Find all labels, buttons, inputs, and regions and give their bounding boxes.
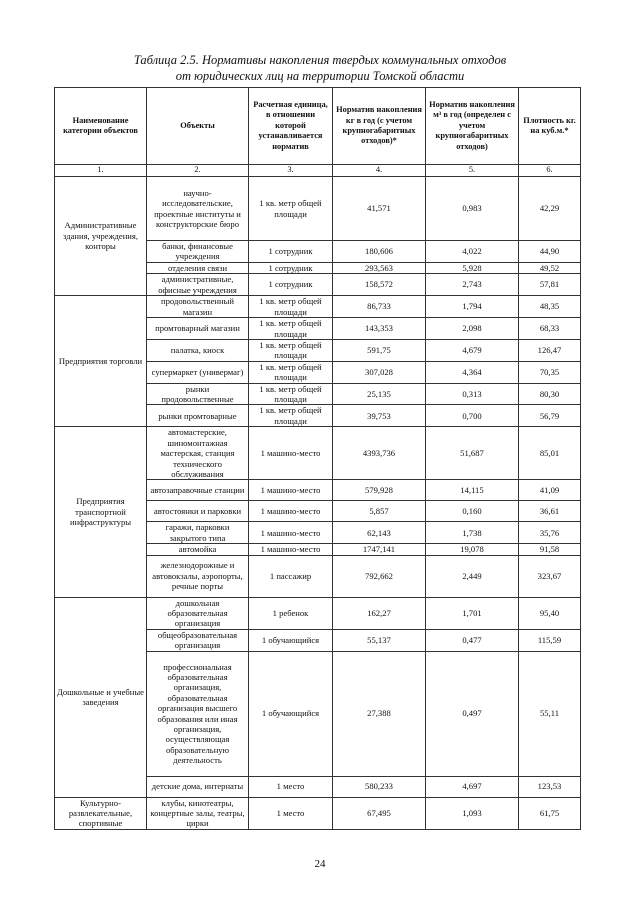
m3-cell: 1,738 (426, 522, 519, 544)
m3-cell: 19,078 (426, 544, 519, 555)
kg-cell: 579,928 (333, 480, 426, 501)
object-cell: автостоянки и парковки (147, 501, 249, 522)
density-cell: 85,01 (519, 427, 581, 480)
object-cell: автомойка (147, 544, 249, 555)
m3-cell: 2,743 (426, 274, 519, 296)
object-cell: автозаправочные станции (147, 480, 249, 501)
kg-cell: 25,135 (333, 383, 426, 405)
density-cell: 70,35 (519, 361, 581, 383)
caption-line-2: от юридических лиц на территории Томской области (175, 69, 465, 83)
header-number: 6. (519, 165, 581, 177)
density-cell: 323,67 (519, 555, 581, 597)
unit-cell: 1 обучающийся (249, 651, 333, 776)
page-number: 24 (314, 858, 326, 870)
header-number: 4. (333, 165, 426, 177)
unit-cell: 1 машино-место (249, 544, 333, 555)
header-category: Наименование категории объектов (55, 88, 147, 165)
header-number: 1. (55, 165, 147, 177)
table-row (55, 797, 581, 829)
caption-line-1: Таблица 2.5. Нормативы накопления твердых коммунальных отходов (133, 53, 507, 67)
kg-cell: 5,857 (333, 501, 426, 522)
kg-cell: 162,27 (333, 597, 426, 629)
density-cell: 91,58 (519, 544, 581, 555)
m3-cell: 14,115 (426, 480, 519, 501)
kg-cell: 307,028 (333, 361, 426, 383)
m3-cell: 0,497 (426, 651, 519, 776)
object-cell: промтоварный магазин (147, 318, 249, 340)
kg-cell: 293,563 (333, 262, 426, 273)
kg-cell: 792,662 (333, 555, 426, 597)
density-cell: 55,11 (519, 651, 581, 776)
unit-cell: 1 сотрудник (249, 274, 333, 296)
density-cell: 68,33 (519, 318, 581, 340)
unit-cell: 1 обучающийся (249, 629, 333, 651)
object-cell: автомастерские, шиномонтажная мастерская, станция технического обслуживания (147, 427, 249, 480)
object-cell: профессиональная образовательная организация, образовательная организация высшего образования или иная организация, осуществляющая образовательную деятельность (147, 651, 249, 776)
density-cell: 35,76 (519, 522, 581, 544)
unit-cell: 1 кв. метр общей площади (249, 405, 333, 427)
object-cell: дошкольная образовательная организация (147, 597, 249, 629)
kg-cell: 67,495 (333, 797, 426, 829)
density-cell: 49,52 (519, 262, 581, 273)
header-number-row (55, 165, 581, 177)
kg-cell: 86,733 (333, 296, 426, 318)
header-number: 2. (147, 165, 249, 177)
m3-cell: 4,022 (426, 241, 519, 263)
kg-cell: 39,753 (333, 405, 426, 427)
kg-cell: 143,353 (333, 318, 426, 340)
m3-cell: 5,928 (426, 262, 519, 273)
category-cell: Дошкольные и учебные заведения (55, 597, 147, 797)
unit-cell: 1 ребенок (249, 597, 333, 629)
header-unit: Расчетная единица, в отношении которой устанавливается норматив (249, 88, 333, 165)
m3-cell: 4,679 (426, 340, 519, 362)
header-number: 3. (249, 165, 333, 177)
kg-cell: 55,137 (333, 629, 426, 651)
table-row (55, 177, 581, 241)
kg-cell: 41,571 (333, 177, 426, 241)
m3-cell: 1,794 (426, 296, 519, 318)
object-cell: железнодорожные и автовокзалы, аэропорты, речные порты (147, 555, 249, 597)
kg-cell: 180,606 (333, 241, 426, 263)
density-cell: 36,61 (519, 501, 581, 522)
unit-cell: 1 машино-место (249, 427, 333, 480)
object-cell: административные, офисные учреждения (147, 274, 249, 296)
norms-table (54, 87, 581, 830)
object-cell: отделения связи (147, 262, 249, 273)
m3-cell: 0,700 (426, 405, 519, 427)
unit-cell: 1 кв. метр общей площади (249, 296, 333, 318)
header-row (55, 88, 581, 165)
unit-cell: 1 машино-место (249, 501, 333, 522)
kg-cell: 580,233 (333, 776, 426, 797)
unit-cell: 1 кв. метр общей площади (249, 177, 333, 241)
unit-cell: 1 кв. метр общей площади (249, 361, 333, 383)
m3-cell: 51,687 (426, 427, 519, 480)
table-row (55, 296, 581, 318)
density-cell: 57,81 (519, 274, 581, 296)
unit-cell: 1 машино-место (249, 480, 333, 501)
kg-cell: 27,388 (333, 651, 426, 776)
table-caption (0, 52, 640, 84)
category-cell: Административные здания, учреждения, конторы (55, 177, 147, 296)
kg-cell: 62,143 (333, 522, 426, 544)
unit-cell: 1 место (249, 776, 333, 797)
unit-cell: 1 кв. метр общей площади (249, 318, 333, 340)
object-cell: супермаркет (универмаг) (147, 361, 249, 383)
unit-cell: 1 сотрудник (249, 241, 333, 263)
unit-cell: 1 кв. метр общей площади (249, 340, 333, 362)
object-cell: палатка, киоск (147, 340, 249, 362)
kg-cell: 1747,141 (333, 544, 426, 555)
object-cell: научно-исследовательские, проектные институты и конструкторские бюро (147, 177, 249, 241)
density-cell: 80,30 (519, 383, 581, 405)
density-cell: 126,47 (519, 340, 581, 362)
m3-cell: 0,983 (426, 177, 519, 241)
object-cell: детские дома, интернаты (147, 776, 249, 797)
density-cell: 61,75 (519, 797, 581, 829)
density-cell: 123,53 (519, 776, 581, 797)
m3-cell: 2,098 (426, 318, 519, 340)
table-body (55, 177, 581, 830)
density-cell: 41,09 (519, 480, 581, 501)
unit-cell: 1 кв. метр общей площади (249, 383, 333, 405)
m3-cell: 0,160 (426, 501, 519, 522)
header-density: Плотность кг. на куб.м.* (519, 88, 581, 165)
object-cell: рынки продовольственные (147, 383, 249, 405)
m3-cell: 2,449 (426, 555, 519, 597)
kg-cell: 158,572 (333, 274, 426, 296)
kg-cell: 591,75 (333, 340, 426, 362)
object-cell: продовольственный магазин (147, 296, 249, 318)
density-cell: 56,79 (519, 405, 581, 427)
object-cell: клубы, кинотеатры, концертные залы, театры, цирки (147, 797, 249, 829)
density-cell: 44,90 (519, 241, 581, 263)
unit-cell: 1 машино-место (249, 522, 333, 544)
m3-cell: 4,697 (426, 776, 519, 797)
m3-cell: 0,477 (426, 629, 519, 651)
unit-cell: 1 сотрудник (249, 262, 333, 273)
m3-cell: 0,313 (426, 383, 519, 405)
object-cell: банки, финансовые учреждения (147, 241, 249, 263)
object-cell: гаражи, парковки закрытого типа (147, 522, 249, 544)
header-number: 5. (426, 165, 519, 177)
kg-cell: 4393,736 (333, 427, 426, 480)
object-cell: рынки промтоварные (147, 405, 249, 427)
density-cell: 95,40 (519, 597, 581, 629)
m3-cell: 1,093 (426, 797, 519, 829)
category-cell: Предприятия транспортной инфраструктуры (55, 427, 147, 597)
object-cell: общеобразовательная организация (147, 629, 249, 651)
density-cell: 42,29 (519, 177, 581, 241)
table-row (55, 427, 581, 480)
header-m3-per-year: Норматив накопления м³ в год (определен с учетом крупногабаритных отходов) (426, 88, 519, 165)
m3-cell: 4,364 (426, 361, 519, 383)
header-objects: Объекты (147, 88, 249, 165)
header-kg-per-year: Норматив накопления кг в год (с учетом крупногабаритных отходов)* (333, 88, 426, 165)
m3-cell: 1,701 (426, 597, 519, 629)
category-cell: Культурно-развлекательные, спортивные (55, 797, 147, 829)
table-row (55, 597, 581, 629)
unit-cell: 1 место (249, 797, 333, 829)
density-cell: 115,59 (519, 629, 581, 651)
category-cell: Предприятия торговли (55, 296, 147, 427)
density-cell: 48,35 (519, 296, 581, 318)
unit-cell: 1 пассажир (249, 555, 333, 597)
